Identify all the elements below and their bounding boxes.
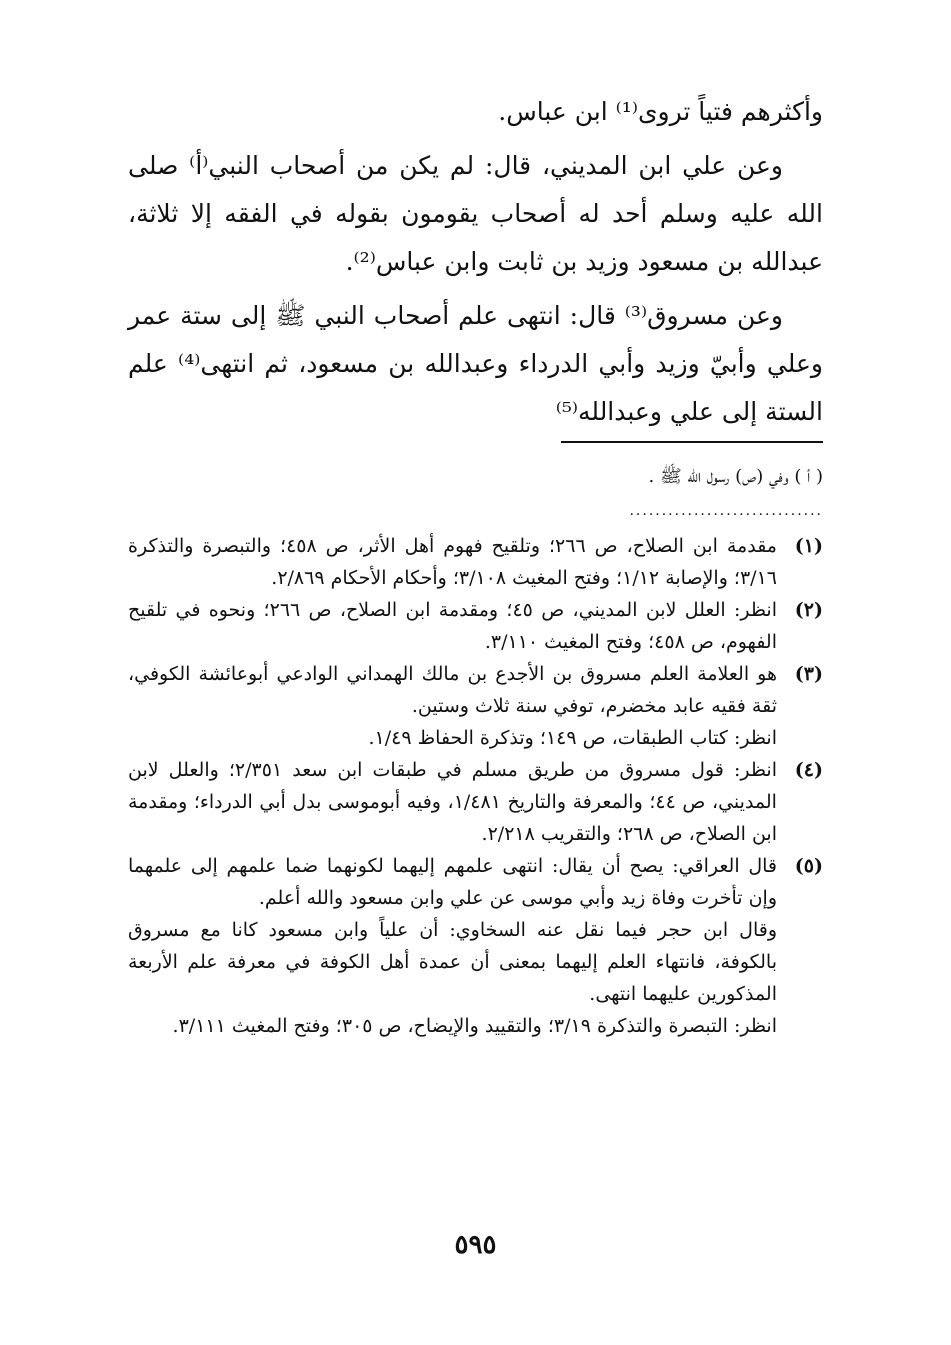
footnote-line: وقال ابن حجر فيما نقل عنه السخاوي: أن علياً وابن مسعود كانا مع مسروق بالكوفة، فانتهاء العلم إليهما بمعنى أن عمدة أهل الكوفة في معرفة علم الأربعة المذكورين عليهما انتهى. — [128, 919, 777, 1005]
footnote-line: انظر: كتاب الطبقات، ص ١٤٩؛ وتذكرة الحفاظ ١/٤٩. — [368, 727, 777, 749]
footnote-number: (٥) — [794, 855, 823, 877]
paragraph-3: وعن مسروق⁽³⁾ قال: انتهى علم أصحاب النبي ﷺ إلى ستة عمر وعلي وأبيّ وزيد وأبي الدرداء وعبدالله بن مسعود، ثم انتهى⁽⁴⁾ علم الستة إلى علي وعبدالله⁽⁵⁾ — [128, 301, 823, 426]
footnote-line: انظر: العلل لابن المديني، ص ٤٥؛ ومقدمة ابن الصلاح، ص ٢٦٦؛ ونحوه في تلقيح الفهوم، ص ٤٥٨؛ وفتح المغيث ٣/١١٠. — [128, 599, 777, 653]
footnote-line: مقدمة ابن الصلاح، ص ٢٦٦؛ وتلقيح فهوم أهل الأثر، ص ٤٥٨؛ والتبصرة والتذكرة ٣/١٦؛ والإصابة ١/١٢؛ وفتح المغيث ٣/١٠٨؛ وأحكام الأحكام ٢/٨٦٩. — [128, 535, 777, 589]
dotted-separator: .............................. — [629, 503, 823, 519]
main-text — [128, 88, 823, 442]
footnote-number: (٢) — [794, 599, 823, 621]
footnote-line: انظر: التبصرة والتذكرة ٣/١٩؛ والتقييد والإيضاح، ص ٣٠٥؛ وفتح المغيث ٣/١١١. — [172, 1015, 777, 1037]
footnote-1 — [128, 530, 823, 594]
page-number: ٥٩٥ — [454, 1230, 497, 1260]
footnote-2 — [128, 594, 823, 658]
footnotes — [128, 530, 823, 1042]
footnote-number: (١) — [794, 535, 823, 557]
footnote-number: (٣) — [794, 663, 823, 685]
paragraph-2: وعن علي ابن المديني، قال: لم يكن من أصحاب النبي⁽أ⁾ صلى الله عليه وسلم أحد له أصحاب يقومون بقوله في الفقه إلا ثلاثة، عبدالله بن مسعود وزيد بن ثابت وابن عباس⁽²⁾. — [128, 151, 823, 276]
footnote-number: (٤) — [794, 759, 823, 781]
footnote-separator-line — [561, 441, 823, 443]
paragraph-1: وأكثرهم فتياً تروى⁽¹⁾ ابن عباس. — [498, 97, 823, 126]
editor-note: ( أ ) وفي (ص) رسول الله ﷺ . — [648, 466, 823, 487]
footnote-line: هو العلامة العلم مسروق بن الأجدع بن مالك الهمداني الوادعي أبوعائشة الكوفي، ثقة فقيه عابد مخضرم، توفي سنة ثلاث وستين. — [128, 663, 777, 717]
footnote-5 — [128, 850, 823, 1042]
footnote-4 — [128, 754, 823, 850]
footnote-line: قال العراقي: يصح أن يقال: انتهى علمهم إليهما لكونهما ضما علمهم إلى علمهما وإن تأخرت وفاة زيد وأبي موسى عن علي وابن مسعود والله أعلم. — [128, 855, 777, 909]
footnote-line: انظر: قول مسروق من طريق مسلم في طبقات ابن سعد ٢/٣٥١؛ والعلل لابن المديني، ص ٤٤؛ والمعرفة والتاريخ ١/٤٨١، وفيه أبوموسى بدل أبي الدرداء؛ ومقدمة ابن الصلاح، ص ٢٦٨؛ والتقريب ٢/٢١٨. — [128, 759, 777, 845]
footnote-3 — [128, 658, 823, 754]
